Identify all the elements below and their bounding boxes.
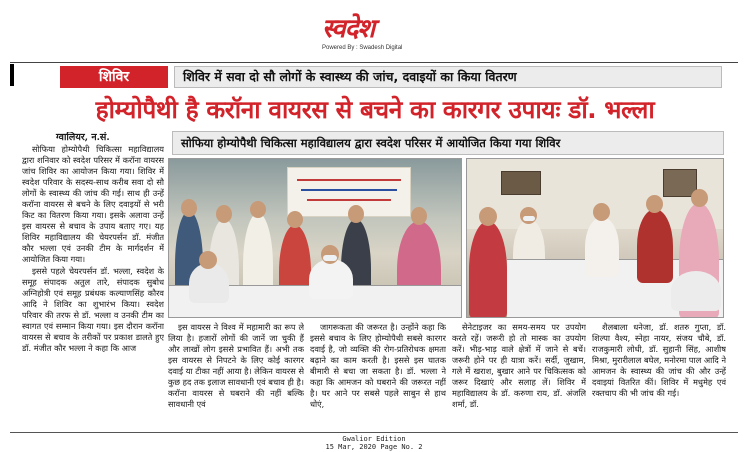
seated-person xyxy=(189,263,229,303)
banner-text-line xyxy=(301,189,397,191)
page-footer xyxy=(10,435,738,451)
person-head xyxy=(181,199,197,217)
article-paragraph: जागरूकता की जरूरत है। उन्होंने कहा कि इससे बचाव के लिए होम्योपैथी सबसे कारगर दवाई है, जो व्यक्ति की रोग-प्रतिरोधक क्षमता बढ़ाने का काम करती है। इससे इस घातक बीमारी से बचा जा सकता है। डॉ. भल्ला ने कहा कि आमजन को घबराने की जरूरत नहीं है। घर आने पर सबसे पहले साबुन से हाथ धोएं, xyxy=(310,322,446,409)
person-head xyxy=(593,203,610,221)
kicker-headline: शिविर में सवा दो सौ लोगों के स्वास्थ्य की जांच, दवाइयों का किया वितरण xyxy=(174,66,722,88)
wall-frame xyxy=(501,171,541,195)
subheadline: सोफिया होम्योपैथी चिकित्सा महाविद्यालय द्वारा स्वदेश परिसर में आयोजित किया गया शिविर xyxy=(172,131,724,155)
masthead xyxy=(0,0,748,60)
person-figure xyxy=(637,209,673,283)
article-column-3 xyxy=(310,322,446,430)
photo-medicine-distribution xyxy=(466,158,724,318)
person-head xyxy=(646,195,663,213)
seated-doctor xyxy=(585,217,619,277)
person-figure xyxy=(469,221,507,318)
seated-doctor xyxy=(309,259,353,299)
person-head xyxy=(216,205,232,223)
main-headline: होम्योपैथी है करॉना वायरस से बचने का कारगर उपायः डॉ. भल्ला xyxy=(95,95,655,124)
person-head xyxy=(411,207,427,225)
article-paragraph: सेनेटाइजर का समय-समय पर उपयोग करते रहें। जरूरी हो तो मास्क का उपयोग करें। भीड़-भाड़ वाले क्षेत्रों में जाने से बचें। जरूरी होने पर ही यात्रा करें। सर्दी, जुखाम, गले में खराश, बुखार आने पर चिकित्सक को जरूर दिखाएं और सलाह लें। शिविर में महाविद्यालय के डॉ. करुणा राय, डॉ. अंजलि शर्मा, डॉ. xyxy=(452,322,586,409)
article-paragraph: इस वायरस ने विश्व में महामारी का रूप ले लिया है। हजारों लोगों की जानें जा चुकी हैं और लाखों लोग इससे प्रभावित हैं। अभी तक इस वायरस से निपटने के लिए कोई कारगर दवाई या टीका नहीं आया है। लेकिन वायरस से कुछ हद तक इलाज सावधानी एवं बचाव ही है। करॉना वायरस से घबराने की नहीं बल्कि सावधानी एवं xyxy=(168,322,304,409)
banner-text-line xyxy=(297,179,401,181)
article-paragraph: शैलबाला धनेजा, डॉ. शतरु गुप्ता, डॉ. शिल्पा वैश्य, स्नेहा नायर, संजय चौबे, डॉ. राजकुमारी लोधी, डॉ. सुहानी सिंह, आशीष मिश्रा, मुरारीलाल बघेल, मनोरमा पाल आदि ने आमजन के स्वास्थ्य की जांच की और उन्हें दवाइयां वितरित कीं। शिविर में मधुमेह एवं रक्तचाप की भी जांच की गई। xyxy=(592,322,726,398)
section-tag: शिविर xyxy=(60,66,168,88)
person-head xyxy=(479,207,497,226)
seated-person xyxy=(671,271,721,311)
article-column-5 xyxy=(592,322,726,430)
article-column-2 xyxy=(168,322,304,430)
person-head xyxy=(250,201,266,218)
article-column-4 xyxy=(452,322,586,430)
powered-by-text: Powered By : Swadesh Digital xyxy=(322,45,403,51)
article-paragraph: इससे पहले चेयरपर्सन डॉ. भल्ला, स्वदेश के समूह संपादक अतुल तारे, संपादक सुबोध अग्निहोत्री एवं समूह प्रबंधक कल्याणसिंह कौरव आदि ने शिविर का शुभारंभ किया। स्वदेश परिवार की तरफ से डॉ. भल्ला व उनकी टीम का स्वागत एवं सम्मान किया गया। इस दौरान करॉना वायरस से बचाव के तरीकों पर प्रकाश डालते हुए डॉ. मंजीत कौर भल्ला ने कहा कि आज xyxy=(22,266,164,353)
edition-label: Gwalior Edition xyxy=(342,435,406,443)
person-head xyxy=(691,189,708,207)
swadesh-logo[interactable] xyxy=(322,14,426,44)
photo-camp-registration xyxy=(168,158,462,318)
article-paragraph: सोफिया होम्योपैथी चिकित्सा महाविद्यालय द्वारा शनिवार को स्वदेश परिसर में करॉना वायरस जांच शिविर का आयोजन किया गया। शिविर में स्वदेश परिवार के सदस्य-साथ करीब सवा दो सौ लोगों के स्वास्थ्य की जांच की गई। साथ ही उन्हें करॉना वायरस से बचने के लिए दवाइयों से भरी किट का वितरण किया गया। इसके अलावा उन्हें इस वायरस से बचाव के उपाय बताए गए। यह शिविर महाविद्यालय की चेयरपर्सन डॉ. मंजीत कौर भल्ला एवं उनकी टीम के मार्गदर्शन में आयोजित किया गया। xyxy=(22,144,164,264)
banner-text-line xyxy=(307,199,391,201)
dateline: ग्वालियर, न.सं. xyxy=(56,132,110,143)
person-head xyxy=(199,251,217,269)
top-divider xyxy=(10,62,738,63)
column-edge-mark xyxy=(10,64,14,86)
person-head xyxy=(348,205,364,223)
person-head xyxy=(287,211,303,228)
article-column-1 xyxy=(22,132,164,428)
face-mask xyxy=(323,255,337,261)
logo-wordmark: स्वदेश xyxy=(322,14,375,44)
bottom-divider xyxy=(10,432,738,433)
date-page-label: 15 Mar, 2020 Page No. 2 xyxy=(325,443,423,451)
face-mask xyxy=(523,216,535,221)
